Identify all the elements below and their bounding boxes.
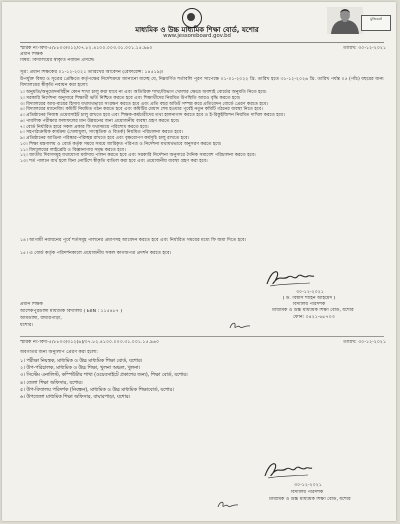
memo2-signer-date: ৩০-১২-২০২১ (294, 483, 322, 488)
signer-date: ৩০-১২-২০২১ (296, 290, 324, 295)
condition-item: ৯। প্রতিষ্ঠানের আঙিনা পরিষ্কার-পরিচ্ছন্ন রাখতে হবে এবং বৃক্ষরোপণ কর্মসূচি চালু রাখতে হবে। (20, 136, 190, 141)
condition-item: ২। সরকারি নির্দেশনা অনুসারে শিক্ষার্থী ভর্তি নিশ্চিত করতে হবে এবং শিক্ষার্থীদের নিয়মিত উপস্থিতি আরও বৃদ্ধি করতে হবে। (20, 95, 241, 101)
school-name: আশেকপুরডাঙ্গা মাধ্যমিক বিদ্যালয় ( EIIN : ১১৫৪৮৭ ) (20, 309, 123, 314)
school-district: যশোর। (20, 323, 33, 328)
copy-recipient-item: ৫। উপ-বিদ্যালয় পরিদর্শক (নিবন্ধন), মাধ্যমিক ও উচ্চ মাধ্যমিক শিক্ষাবোর্ড, যশোর। (20, 387, 174, 393)
section-divider (20, 336, 384, 337)
memo2-date: তারিখ: ৩০-১২-২০২১ (343, 340, 386, 345)
document-page (2, 2, 396, 521)
memo1-closing-2: ১৫। এ বোর্ড কর্তৃক পরিদর্শনকালে প্রয়োজনীয় সকল কাগজপত্র প্রদর্শন করতে হবে। (20, 251, 172, 256)
memo1-closing-1: ১৪। আগামী নবায়নের পূর্বে শর্তসমূহ পালনের প্রমাণসহ আবেদন করতে হবে এবং নির্ধারিত সময়ের মধ্যে ফি জমা দিতে হবে। (20, 238, 247, 243)
school-address: আমডাঙ্গা, বাঘারপাড়া, (20, 316, 62, 321)
board-name: মাধ্যমিক ও উচ্চ মাধ্যমিক শিক্ষা বোর্ড, যশোর (135, 26, 259, 34)
signer-organization: মাধ্যমিক ও উচ্চ মাধ্যমিক শিক্ষা বোর্ড, যশোর (272, 308, 354, 313)
condition-item: ৪। বিদ্যালয়ের ম্যানেজিং কমিটি নিয়মিত গঠন করতে হবে এবং কমিটির মেয়াদ শেষ হওয়ার পূর্বেই নতুন কমিটি গঠনের ব্যবস্থা নিতে হবে। (20, 107, 263, 113)
copy-recipient-item: ৬। উপজেলা মাধ্যমিক শিক্ষা অফিসার, বাঘারপাড়া, যশোর। (20, 395, 131, 401)
condition-item: ৮। সহপাঠ্যক্রমিক কার্যক্রম (খেলাধুলা, সাংস্কৃতিক ও বিতর্ক) নিয়মিত পরিচালনা করতে হবে। (20, 130, 183, 136)
signature-image (264, 266, 316, 290)
copy-recipient-item: ৪। জেলা শিক্ষা অফিসার, যশোর। (20, 380, 83, 386)
memo2-intro: অবগতির জন্য অনুলিপি প্রেরণ করা হলো: (20, 350, 99, 355)
memo1-reference-no: স্মারক নং-বিদ্য-৫/৮৮০৩/৩১২/০৭.৮২.৪১০০.০০৩.৩১.০০১.১৫.৯৬০ (20, 46, 153, 51)
memo1-intro-paragraph: উপর্যুক্ত বিষয় ও সূত্রের প্রেক্ষিতে কর্তৃপক্ষের নির্দেশক্রমে জানানো যাচ্ছে যে, নিম্নবর্ণিত শর্তাবলি পূরণ সাপেক্ষে ০১-০১-২০২২ খ্রি. তারিখ হতে ৩১-১২-২০২৬ খ্রি. তারিখ পর্যন্ত ০৫ (পাঁচ) বছরের জন্য বিদ্যালয়ের স্বীকৃতি নবায়ন করা হলো: (20, 77, 384, 88)
memo2-signer-organization: মাধ্যমিক ও উচ্চ মাধ্যমিক শিক্ষা বোর্ড, যশোর (269, 497, 351, 502)
mujib-borsho-badge: মুজিববর্ষ (361, 15, 391, 31)
condition-item: ৬। পাবলিক পরীক্ষার ফলাফলের মান উন্নয়নের জন্য প্রয়োজনীয় ব্যবস্থা গ্রহণ করতে হবে। (20, 118, 180, 124)
signer-title: বিদ্যালয় পরিদর্শক (292, 302, 326, 307)
signer-name: ( ড. বিশ্বাস শাহিন আহমেদ ) (282, 296, 336, 301)
condition-item: ১২। জাতীয় দিবসসমূহ যথাযোগ্য মর্যাদায় পালন করতে হবে এবং সরকারি নির্দেশনা অনুসারে দৈনিক সমাবেশ পরিচালনা করতে হবে। (20, 153, 256, 159)
condition-item: ৭। বোর্ড নির্ধারিত হারে সকল প্রকার ফি যথাসময়ে পরিশোধ করতে হবে। (20, 124, 149, 130)
recipient-title: প্রধান শিক্ষক (20, 302, 43, 307)
memo1-source-reference: সূত্র: প্রধান শিক্ষকের ০১-১২-২০২১ তারিখের আবেদন (রেফারেন্স: ১৪৫১৯)। (20, 70, 164, 75)
condition-item: ১। অনুমতি/অনুমোদনবিহীন কোন শাখা চালু করা যাবে না এবং অতিরিক্ত শাখা/বিভাগ খোলার ক্ষেত্রে অবশ্যই বোর্ডের অনুমতি নিতে হবে। (20, 90, 267, 95)
portrait-image (327, 7, 363, 34)
memo2-signer-title: বিদ্যালয় পরিদর্শক (290, 490, 324, 495)
memo1-salutation: প্রধান শিক্ষক (20, 52, 43, 57)
copy-recipient-item: ৩। সিস্টেম এনালিস্ট, কম্পিউটার শাখা (ওয়েবসাইটে প্রকাশের জন্য), শিক্ষা বোর্ড, যশোর। (20, 373, 188, 379)
memo1-conditions-list (20, 90, 386, 165)
board-website: www.jessoreboard.gov.bd (163, 33, 231, 39)
memo2-copies-list (20, 359, 386, 402)
copy-recipient-item: ২। উপ-পরিচালক, মাধ্যমিক ও উচ্চ শিক্ষা, খুলনা অঞ্চল, খুলনা। (20, 366, 141, 372)
condition-item: ১১। বিদ্যালয়ের লাইব্রেরি ও বিজ্ঞানাগার সমৃদ্ধ করতে হবে। (20, 147, 126, 153)
condition-item: ১০। শিক্ষা মন্ত্রণালয় ও বোর্ড কর্তৃক সময়ে সময়ে জারিকৃত পরিপত্র ও নির্দেশনা যথাযথভাবে অনুসরণ করতে হবে। (20, 141, 222, 147)
signer-phone: ফোন: ০৪২১-৬৮৭০৩ (293, 315, 335, 320)
memo1-date: তারিখ: ৩০-১২-২০২১ (343, 46, 386, 51)
memo1-subject: বিষয়: বিদ্যালয়ের স্বীকৃতি নবায়ন প্রসঙ্গে। (20, 58, 95, 63)
memo2-reference-no: স্মারক নং-বিদ্য-৫/৮৮০৩/৩১২(৬)/০৭.৮২.৪১০০.০০৩.৩১.০০১.১৫.৯৬০ (20, 340, 160, 345)
initial-mark-image (228, 320, 252, 332)
copy-recipient-item: ১। পরীক্ষা নিয়ন্ত্রক, মাধ্যমিক ও উচ্চ মাধ্যমিক শিক্ষা বোর্ড, যশোর। (20, 359, 143, 364)
condition-item: ৫। প্রতিষ্ঠানের নিজস্ব ওয়েবসাইট চালু রাখতে হবে এবং শিক্ষক-কর্মচারীদের তথ্য হালনাগাদ করতে হবে ও ই-রিকুইজিশন নিয়মিত দাখিল করতে হবে। (20, 113, 285, 118)
condition-item: ১৩। শর্ত পালনে ব্যর্থ হলে বিনা নোটিশে স্বীকৃতি বাতিল করা হবে এবং প্রয়োজনীয় ব্যবস্থা গ্রহণ করা হবে। (20, 159, 208, 164)
condition-item: ৩। বিদ্যালয়ের আয়-ব্যয়ের হিসাব যথাযথভাবে সংরক্ষণ করতে হবে এবং প্রতি বছর অডিট সম্পন্ন করে প্রতিবেদন বোর্ডে প্রেরণ করতে হবে। (20, 101, 268, 107)
header-divider (20, 42, 384, 43)
initial-mark-image (216, 499, 240, 511)
signature-image (262, 458, 314, 482)
